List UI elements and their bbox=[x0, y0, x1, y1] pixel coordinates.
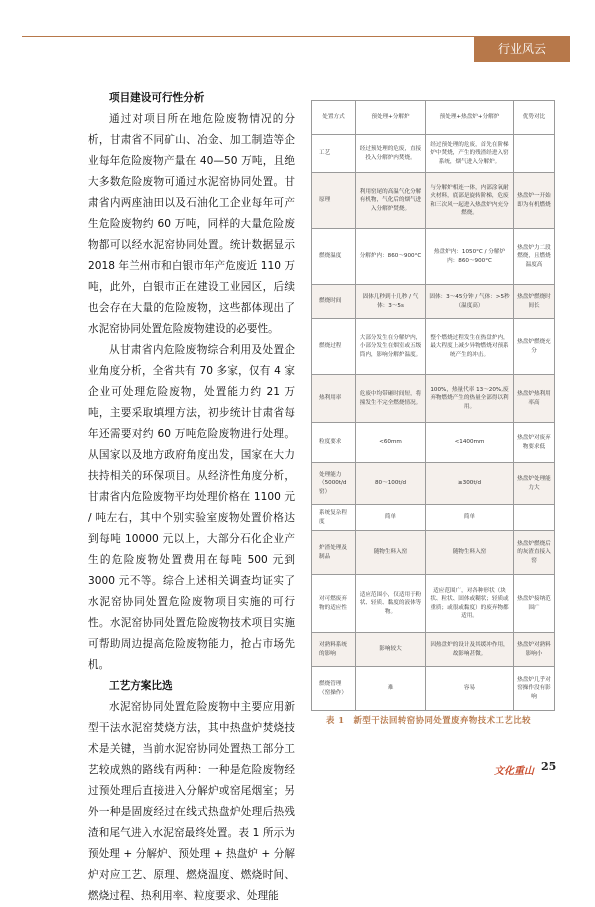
article-body bbox=[88, 88, 295, 907]
table-row bbox=[312, 319, 555, 375]
table-cell: 热盘炉燃烧时间长 bbox=[514, 285, 555, 319]
table-cell: 原理 bbox=[312, 173, 356, 229]
paragraph-3: 水泥窑协同处置危险废物中主要应用新型干法水泥窑焚烧方法，其中热盘炉焚烧技术是关键，当前水泥窑协同处置热工部分工艺较成熟的路线有两种：一种是危险废物经过预处理后直接进入分解炉或窑尾烟室；另外一种是固废经过在线式热盘炉处理后热残渣和尾气进入水泥窑最终处置。表 1 所示为预处理 + 分解炉、预处理 + 热盘炉 + 分解炉对应工艺、原理、燃烧温度、燃烧时间、燃烧过程、热利用率、粒度要求、处理能 bbox=[88, 701, 295, 902]
paragraph-2: 从甘肃省内危险废物综合利用及处置企业角度分析，全省共有 70 多家，仅有 4 家企业可处理危险废物，处置能力约 21 万吨，主要采取填埋方法，初步统计甘肃省每年还需要对约 60 万吨危险废物进行处理。从国家以及地方政府角度出发，国家在大力扶持相关的环保项目。从经济性角度分析，甘肃省内危险废物平均处理价格在 1100 元 / 吨左右，其中个别实验室废物处置价格达到每吨 10000 元以上，大部分石化企业产生的危险废物处置费用在每吨 500 元到 3000 元不等。综合上述相关调查均证实了水泥窑协同处置危险废物项目实施的可行性。水泥窑协同处置危险废物技术项目实施可帮助周边提高危险废物能力，抢占市场先机。 bbox=[88, 344, 295, 671]
magazine-logo: 文化重山 bbox=[494, 766, 534, 777]
table-row bbox=[312, 229, 555, 285]
table-cell: 热利用率 bbox=[312, 375, 356, 423]
table-cell: 影响较大 bbox=[356, 633, 426, 667]
table-cell: 热盘炉力二段燃烧，且燃烧温度高 bbox=[514, 229, 555, 285]
table-cell: 整个燃烧过程发生在热盘炉内，最大程度上减少异物燃烧对预系统产生的冲击。 bbox=[426, 319, 514, 375]
table-cell: 粒度要求 bbox=[312, 423, 356, 463]
table-cell: ≥300t/d bbox=[426, 463, 514, 505]
paragraph-1: 通过对项目所在地危险废物情况的分析，甘肃省不同矿山、冶金、加工制造等企业每年危险废物产量在 40—50 万吨，且绝大多数危险废物可通过水泥窑协同处置。甘肃省内两座油田以及石油化工企业每年可产生危险废物约 60 万吨，同样的大量危险废物都可以经水泥窑协同处置。统计数据显示 2018 年兰州市和白银市年产危废近 110 万吨，此外，白银市正在建设工业园区，后续也会存在大量的危险废物，这些都体现出了水泥窑协同处置危险废物建设的必要性。 bbox=[88, 113, 295, 335]
table-row bbox=[312, 633, 555, 667]
table-cell: 利用窑尾的高温气化分解有机物，气化后的烟气进入分解炉焚烧。 bbox=[356, 173, 426, 229]
table-cell bbox=[514, 135, 555, 173]
table-cell: 热盘炉燃烧后的灰渣直接入窑 bbox=[514, 531, 555, 575]
page-number: 25 bbox=[541, 760, 557, 773]
table-header-cell: 预处理+热盘炉+分解炉 bbox=[426, 101, 514, 135]
heading-process-comparison: 工艺方案比选 bbox=[109, 680, 173, 692]
table-cell: 80～100t/d bbox=[356, 463, 426, 505]
table-cell: 大部分发生在分解炉内，小部分发生在烟室或五级筒内，影响分解炉温度。 bbox=[356, 319, 426, 375]
table-cell: 简单 bbox=[356, 505, 426, 531]
table-cell: 燃烧时间 bbox=[312, 285, 356, 319]
header-rule bbox=[22, 36, 502, 37]
table-cell: 处理能力（5000t/d 窑） bbox=[312, 463, 356, 505]
table-cell: 经过预处理的危废，首先在阶梯炉中焚烧，产生的残渣经进入窑系统，烟气进入分解炉。 bbox=[426, 135, 514, 173]
table-cell bbox=[514, 505, 555, 531]
table-cell: 适应范围小，仅适用于粉状、轻质、黏度的液体等物。 bbox=[356, 575, 426, 633]
table-cell: <1400mm bbox=[426, 423, 514, 463]
table-cell: 热盘炉对熟料影响小 bbox=[514, 633, 555, 667]
table-row bbox=[312, 667, 555, 711]
table-caption: 表 1 新型干法回转窑协同处置废弃物技术工艺比较 bbox=[326, 715, 531, 725]
table-row bbox=[312, 135, 555, 173]
table-row bbox=[312, 375, 555, 423]
table-row bbox=[312, 505, 555, 531]
table-cell: 热盘炉内：1050°C / 分解炉内：860～900°C bbox=[426, 229, 514, 285]
comparison-table bbox=[311, 100, 555, 711]
table-header-cell: 预处理+分解炉 bbox=[356, 101, 426, 135]
table-cell: 热盘炉燃烧充分 bbox=[514, 319, 555, 375]
heading-feasibility: 项目建设可行性分析 bbox=[109, 92, 205, 104]
table-cell: 与分解炉相连一体，内部涂氧耐火材料，底部是旋转阶梯，危废和三次风一起进入热盘炉内充分燃烧。 bbox=[426, 173, 514, 229]
table-cell: 系统复杂程度 bbox=[312, 505, 356, 531]
table-row bbox=[312, 285, 555, 319]
table-row bbox=[312, 173, 555, 229]
table-header-cell: 优势对比 bbox=[514, 101, 555, 135]
table-cell: 热盘炉几乎对窑操作没有影响 bbox=[514, 667, 555, 711]
table-cell: 炉渣处理及制品 bbox=[312, 531, 356, 575]
table-cell: 工艺 bbox=[312, 135, 356, 173]
table-cell: 热盘炉一开始即为有机燃烧 bbox=[514, 173, 555, 229]
table-cell: 固体几秒到十几秒 / 气体：3～5s bbox=[356, 285, 426, 319]
table-cell: 简单 bbox=[426, 505, 514, 531]
table-cell: <60mm bbox=[356, 423, 426, 463]
table-cell: 危废中均带砸时间短，将撞发生不完全燃烧情况。 bbox=[356, 375, 426, 423]
table-cell: 因热盘炉的设计及其缓冲作用，故影响甚微。 bbox=[426, 633, 514, 667]
table-cell: 分解炉内：860～900°C bbox=[356, 229, 426, 285]
table-row bbox=[312, 575, 555, 633]
table-cell: 热盘炉处理能力大 bbox=[514, 463, 555, 505]
table-cell: 对可燃废弃物的适应性 bbox=[312, 575, 356, 633]
table-cell: 燃烧过程 bbox=[312, 319, 356, 375]
table-cell: 随物生料入窑 bbox=[426, 531, 514, 575]
table-row bbox=[312, 423, 555, 463]
table-cell: 燃烧管理（窑操作） bbox=[312, 667, 356, 711]
table-cell: 经过预处理的危废，直接投入分解炉内焚烧。 bbox=[356, 135, 426, 173]
table-row bbox=[312, 531, 555, 575]
table-cell: 固体：3～45分钟 / 气体：>5秒（温度高） bbox=[426, 285, 514, 319]
table-cell: 100%，热量代率 13～20%,废弃物燃烧产生的热量全部得以利用。 bbox=[426, 375, 514, 423]
table-row bbox=[312, 463, 555, 505]
table-cell: 热盘炉热利用率高 bbox=[514, 375, 555, 423]
table-cell: 随物生料入窑 bbox=[356, 531, 426, 575]
table-cell: 热盘炉对废弃物要求低 bbox=[514, 423, 555, 463]
section-tag: 行业风云 bbox=[474, 36, 570, 62]
table-cell: 适应范围广，对各种形状（块状、粒状、固体或糊状；轻质或重质；或很或黏度）的废弃物都适用。 bbox=[426, 575, 514, 633]
table-cell: 难 bbox=[356, 667, 426, 711]
table-cell: 热盘炉接纳范围广 bbox=[514, 575, 555, 633]
table-cell: 燃烧温度 bbox=[312, 229, 356, 285]
table-cell: 容易 bbox=[426, 667, 514, 711]
table-header-cell: 处置方式 bbox=[312, 101, 356, 135]
table-cell: 对熟料系统的影响 bbox=[312, 633, 356, 667]
